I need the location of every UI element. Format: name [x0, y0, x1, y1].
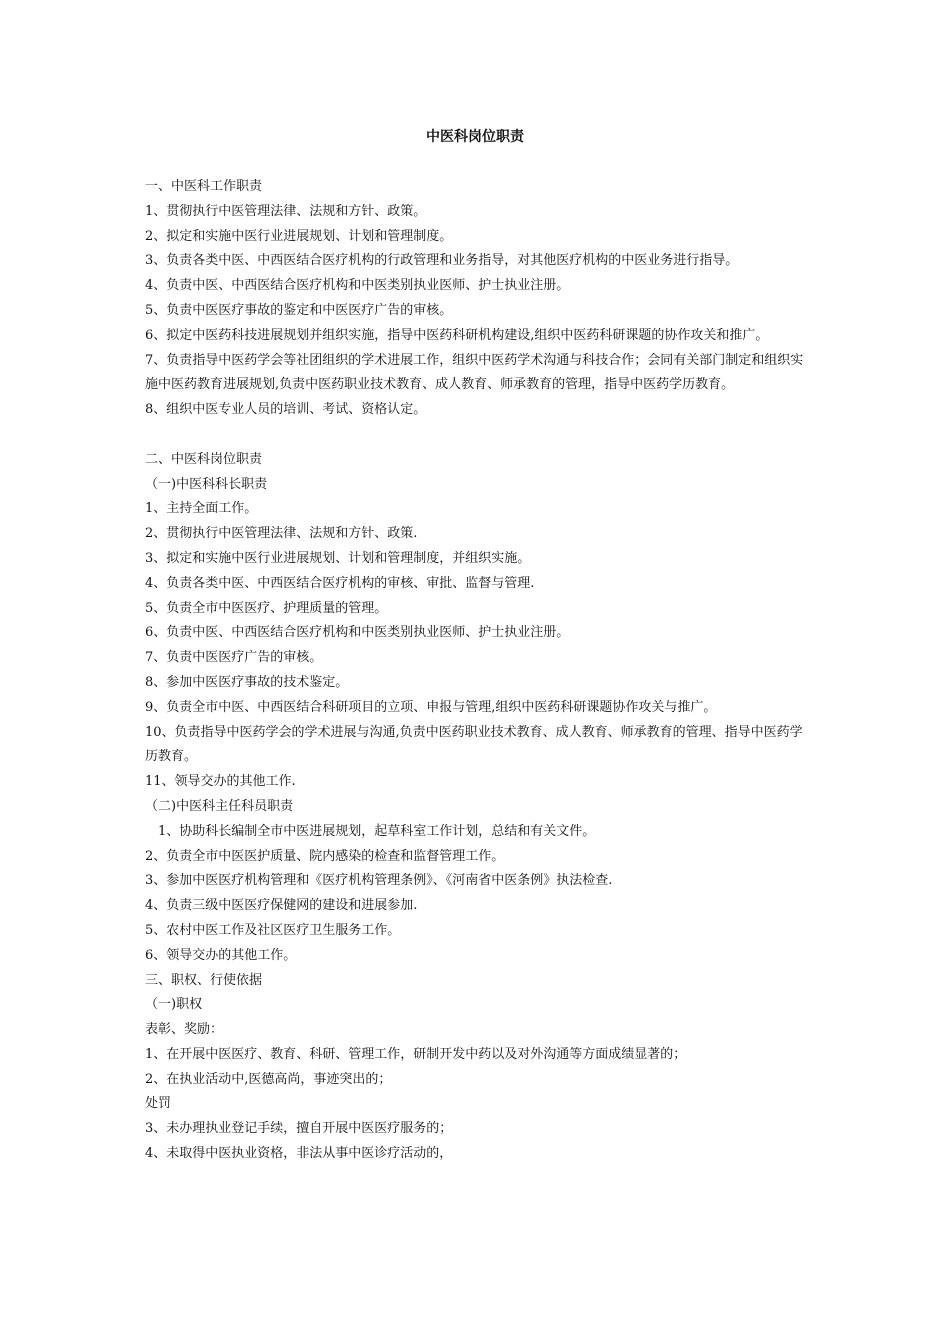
list-item: 2、贯彻执行中医管理法律、法规和方针、政策. [145, 526, 418, 542]
list-item: 3、未办理执业登记手续，擅自开展中医医疗服务的； [145, 1121, 453, 1137]
list-item: 4、未取得中医执业资格，非法从事中医诊疗活动的， [145, 1146, 453, 1162]
list-item: 1、主持全面工作。 [145, 501, 258, 517]
list-item: 1、协助科长编制全市中医进展规划，起草科室工作计划，总结和有关文件。 [158, 823, 596, 839]
list-item: 10、负责指导中医药学会的学术进展与沟通,负责中医药职业技术教育、成人教育、师承教育的管理、指导中医药学历教育。 [145, 724, 803, 765]
list-item: 1、贯彻执行中医管理法律、法规和方针、政策。 [145, 203, 427, 219]
document-title: 中医科岗位职责 [426, 129, 524, 145]
list-item: 2、负责全市中医医护质量、院内感染的检查和监督管理工作。 [145, 848, 505, 864]
list-item: 5、负责中医医疗事故的鉴定和中医医疗广告的审核。 [145, 302, 453, 318]
list-item: 6、负责中医、中西医结合医疗机构和中医类别执业医师、护士执业注册。 [145, 625, 570, 641]
subsection-heading: （一)中医科科长职责 [145, 476, 268, 492]
list-item: 3、拟定和实施中医行业进展规划、计划和管理制度，并组织实施。 [145, 550, 531, 566]
subsection-heading: （一)职权 [145, 997, 203, 1013]
section-heading: 二、中医科岗位职责 [145, 451, 263, 467]
list-item: 4、负责中医、中西医结合医疗机构和中医类别执业医师、护士执业注册。 [145, 278, 570, 294]
list-item: 8、组织中医专业人员的培训、考试、资格认定。 [145, 402, 427, 418]
list-item: 11、领导交办的其他工作. [145, 774, 296, 790]
section-heading: 三、职权、行使依据 [145, 972, 263, 988]
list-item: 8、参加中医医疗事故的技术鉴定。 [145, 674, 349, 690]
list-item: 2、拟定和实施中医行业进展规划、计划和管理制度。 [145, 228, 453, 244]
list-item: 4、负责三级中医医疗保健网的建设和进展参加. [145, 898, 418, 914]
list-item: 7、负责指导中医药学会等社团组织的学术进展工作，组织中医药学术沟通与科技合作；会同有关部门制定和组织实施中医药教育进展规划,负责中医药职业技术教育、成人教育、师承教育的管理，指导中医药学历教育。 [145, 352, 804, 393]
list-item: 5、农村中医工作及社区医疗卫生服务工作。 [145, 922, 401, 938]
document-body [145, 175, 810, 1167]
subsection-heading: （二)中医科主任科员职责 [145, 798, 294, 814]
list-item: 9、负责全市中医、中西医结合科研项目的立项、申报与管理,组织中医药科研课题协作攻关与推广。 [145, 699, 717, 715]
blank-line [145, 423, 810, 448]
list-item: 1、在开展中医医疗、教育、科研、管理工作，研制开发中药以及对外沟通等方面成绩显著的； [145, 1046, 687, 1062]
list-item: 7、负责中医医疗广告的审核。 [145, 650, 323, 666]
list-item: 3、负责各类中医、中西医结合医疗机构的行政管理和业务指导，对其他医疗机构的中医业务进行指导。 [145, 253, 739, 269]
section-heading: 一、中医科工作职责 [145, 179, 263, 194]
reward-label: 表彰、奖励： [145, 1022, 224, 1038]
list-item: 3、参加中医医疗机构管理和《医疗机构管理条例》、《河南省中医条例》执法检查. [145, 873, 613, 889]
list-item: 2、在执业活动中,医德高尚，事迹突出的； [145, 1071, 392, 1087]
list-item: 6、领导交办的其他工作。 [145, 947, 297, 963]
list-item: 6、拟定中医药科技进展规划并组织实施，指导中医药科研机构建设,组织中医药科研课题的协作攻关和推广。 [145, 327, 769, 343]
list-item: 4、负责各类中医、中西医结合医疗机构的审核、审批、监督与管理. [145, 575, 535, 591]
list-item: 5、负责全市中医医疗、护理质量的管理。 [145, 600, 388, 616]
penalty-label: 处罚 [145, 1096, 172, 1112]
